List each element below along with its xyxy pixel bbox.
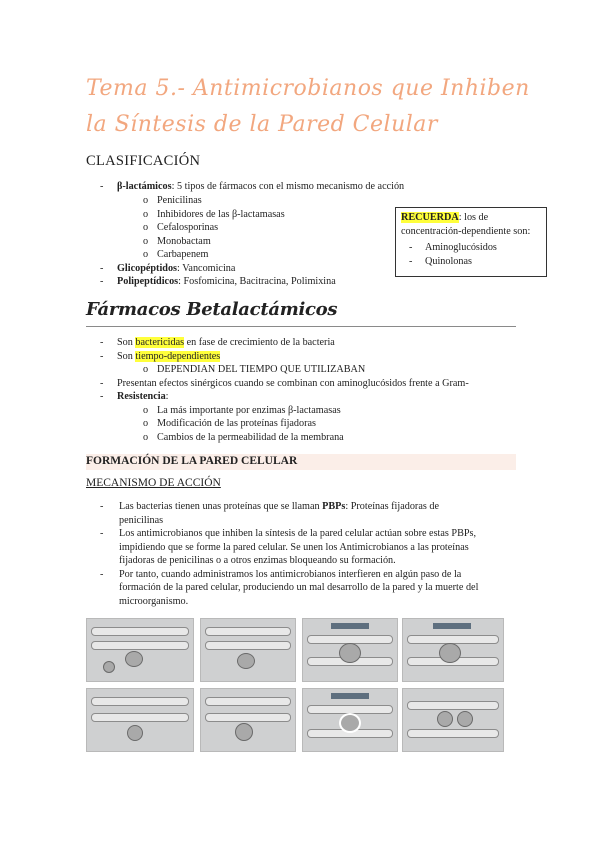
list-item: - Presentan efectos sinérgicos cuando se combinan con aminoglucósidos frente a Gram- bbox=[100, 377, 469, 389]
figure-7 bbox=[302, 688, 398, 752]
page-title-line-1: Tema 5.- Antimicrobianos que Inhiben bbox=[86, 76, 530, 101]
mecanismo-list bbox=[100, 500, 520, 608]
list-item: - Polipeptídicos: Fosfomicina, Bacitracina, Polimixina bbox=[100, 276, 336, 287]
list-item: - β-lactámicos: 5 tipos de fármacos con el mismo mecanismo de acción bbox=[100, 181, 405, 192]
recuerda-item: - Quinolonas bbox=[409, 255, 472, 267]
list-item: - Son bactericidas en fase de crecimiento de la bacteria bbox=[100, 337, 335, 348]
section-divider bbox=[86, 326, 516, 327]
item-bold: β-lactámicos bbox=[117, 181, 172, 192]
formacion-heading: FORMACIÓN DE LA PARED CELULAR bbox=[86, 455, 298, 467]
sub-list bbox=[100, 194, 440, 262]
recuerda-text-cont: concentración-dependiente son: bbox=[401, 225, 531, 237]
recuerda-item: - Aminoglucósidos bbox=[409, 242, 497, 253]
figure-4 bbox=[402, 618, 504, 682]
figure-3 bbox=[302, 618, 398, 682]
figure-2 bbox=[200, 618, 296, 682]
sub-list-item: o DEPENDIAN DEL TIEMPO QUE UTILIZABAN bbox=[143, 364, 366, 375]
sub-list-item: o Modificación de las proteínas fijadoras bbox=[143, 418, 316, 429]
figure-8 bbox=[402, 688, 504, 752]
list-item: - Glicopéptidos: Vancomicina bbox=[100, 262, 236, 274]
recuerda-box bbox=[395, 207, 547, 277]
sub-list-item: o Inhibidores de las β-lactamasas bbox=[143, 208, 285, 220]
recuerda-text: RECUERDA: los de bbox=[401, 212, 489, 223]
clasificacion-list bbox=[100, 180, 440, 289]
item-text: : 5 tipos de fármacos con el mismo mecanismo de acción bbox=[171, 181, 405, 192]
clasificacion-heading: CLASIFICACIÓN bbox=[86, 153, 201, 169]
pared-celular-illustrations bbox=[86, 618, 516, 750]
list-item: - Resistencia: bbox=[100, 391, 169, 402]
list-item: - Las bacterias tienen unas proteínas que se llaman PBPs: Proteínas fijadoras de penicilinas bbox=[100, 501, 439, 526]
farmacos-heading: Fármacos Betalactámicos bbox=[86, 299, 338, 320]
sub-list-item: o Penicilinas bbox=[143, 195, 202, 206]
sub-list-item: o Carbapenem bbox=[143, 249, 209, 260]
sub-list-item: o Monobactam bbox=[143, 235, 211, 247]
page-title-line-2: la Síntesis de la Pared Celular bbox=[86, 112, 438, 137]
list-item: - Los antimicrobianos que inhiben la síntesis de la pared celular actúan sobre estas PBPs, impidiendo que se forme la pared celular. Se unen los Antimicrobianos a las proteínas fijadoras de penicilinas o a otros enzimas bloqueando su formación. bbox=[100, 528, 477, 566]
figure-1 bbox=[86, 618, 194, 682]
mecanismo-subheading: MECANISMO DE ACCIÓN bbox=[86, 477, 221, 489]
list-item: - Son tiempo-dependientes bbox=[100, 350, 221, 362]
figure-6 bbox=[200, 688, 296, 752]
list-item: - Por tanto, cuando administramos los antimicrobianos interfieren en algún paso de la formación de la pared celular, produciendo un mal desarrollo de la pared y la muerte del microorganismo. bbox=[100, 568, 479, 607]
sub-list-item: o Cefalosporinas bbox=[143, 222, 219, 233]
sub-list-item: o La más importante por enzimas β-lactamasas bbox=[143, 404, 341, 416]
farmacos-list bbox=[100, 336, 530, 444]
figure-5 bbox=[86, 688, 194, 752]
sub-list-item: o Cambios de la permeabilidad de la membrana bbox=[143, 431, 344, 443]
